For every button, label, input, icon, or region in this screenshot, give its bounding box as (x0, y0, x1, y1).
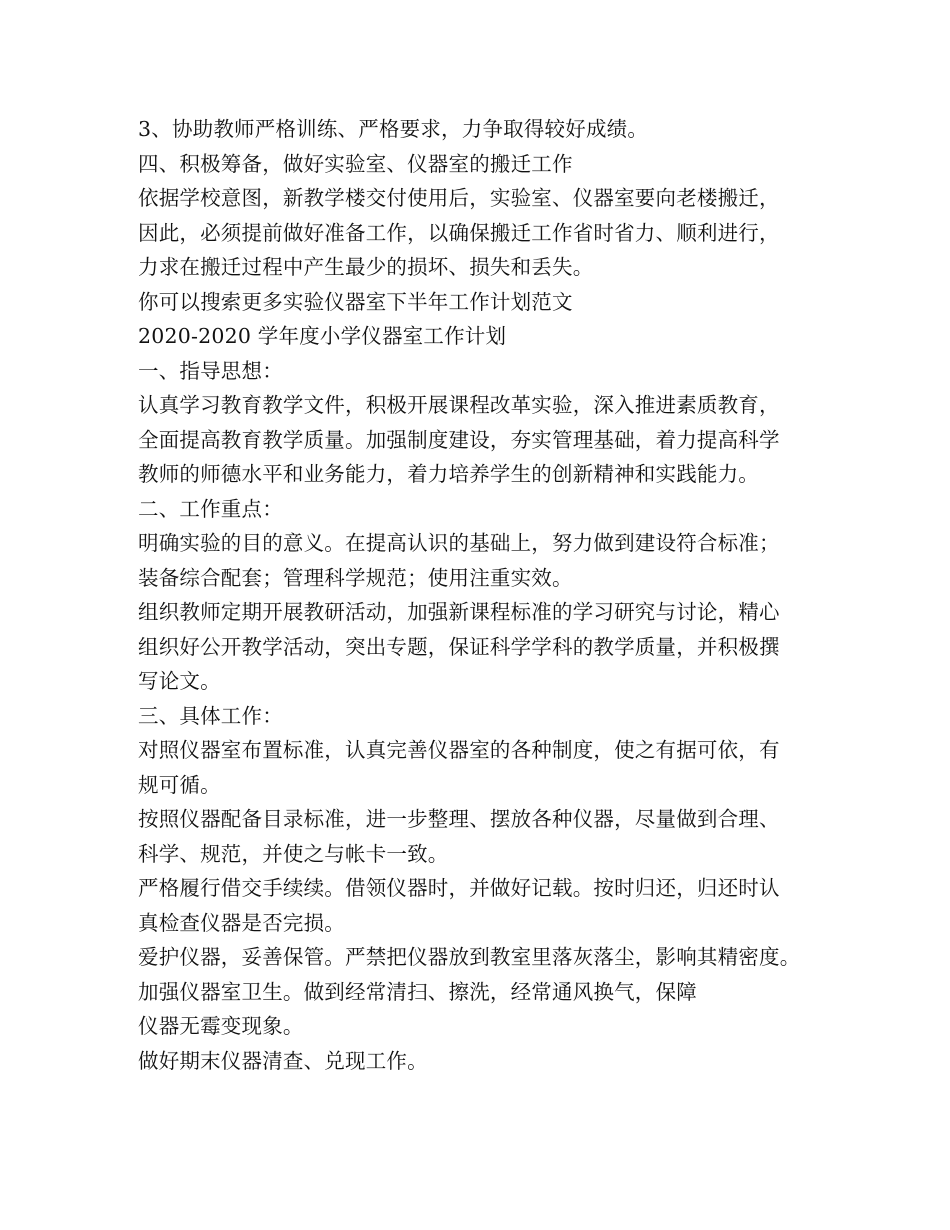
text-line: 力求在搬迁过程中产生最少的损坏、损失和丢失。 (138, 255, 594, 279)
text-line: 严格履行借交手续续。借领仪器时，并做好记载。按时归还，归还时认 (138, 876, 780, 900)
text-line: 全面提高教育教学质量。加强制度建设，夯实管理基础，着力提高科学 (138, 427, 780, 452)
document-body (138, 112, 838, 1078)
document-title: 2020-2020 学年度小学仪器室工作计划 (138, 324, 507, 348)
text-line: 教师的师德水平和业务能力，着力培养学生的创新精神和实践能力。 (138, 462, 759, 486)
text-line: 明确实验的目的意义。在提高认识的基础上，努力做到建设符合标准； (138, 531, 780, 555)
section-heading: 二、工作重点： (138, 496, 283, 521)
text-line: 组织教师定期开展教研活动，加强新课程标准的学习研究与讨论，精心 (138, 600, 780, 624)
text-line: 组织好公开教学活动，突出专题，保证科学学科的教学质量，并积极撰 (138, 634, 780, 659)
text-line: 写论文。 (138, 669, 221, 693)
text-line: 对照仪器室布置标准，认真完善仪器室的各种制度，使之有据可依，有 (138, 738, 780, 762)
section-heading: 三、具体工作： (138, 703, 283, 728)
text-line: 加强仪器室卫生。做到经常清扫、擦洗，经常通风换气，保障 (138, 979, 697, 1004)
text-line: 仪器无霉变现象。 (138, 1014, 304, 1038)
text-line: 因此，必须提前做好准备工作，以确保搬迁工作省时省力、顺利进行， (138, 220, 780, 245)
text-line: 装备综合配套；管理科学规范；使用注重实效。 (138, 565, 573, 590)
text-line: 科学、规范，并使之与帐卡一致。 (138, 841, 449, 866)
text-line: 3、协助教师严格训练、严格要求，力争取得较好成绩。 (138, 117, 649, 141)
text-line: 认真学习教育教学文件，积极开展课程改革实验，深入推进素质教育， (138, 393, 780, 417)
section-heading: 四、积极筹备，做好实验室、仪器室的搬迁工作 (138, 151, 573, 176)
text-line: 做好期末仪器清查、兑现工作。 (138, 1048, 428, 1073)
text-line: 按照仪器配备目录标准，进一步整理、摆放各种仪器，尽量做到合理、 (138, 807, 780, 831)
text-line: 爱护仪器，妥善保管。严禁把仪器放到教室里落灰落尘，影响其精密度。 (138, 945, 801, 969)
text-line: 规可循。 (138, 772, 221, 797)
text-line: 你可以搜索更多实验仪器室下半年工作计划范文 (138, 289, 573, 314)
text-line: 真检查仪器是否完损。 (138, 910, 345, 935)
section-heading: 一、指导思想： (138, 358, 283, 383)
text-line: 依据学校意图，新教学楼交付使用后，实验室、仪器室要向老楼搬迁， (138, 186, 780, 210)
